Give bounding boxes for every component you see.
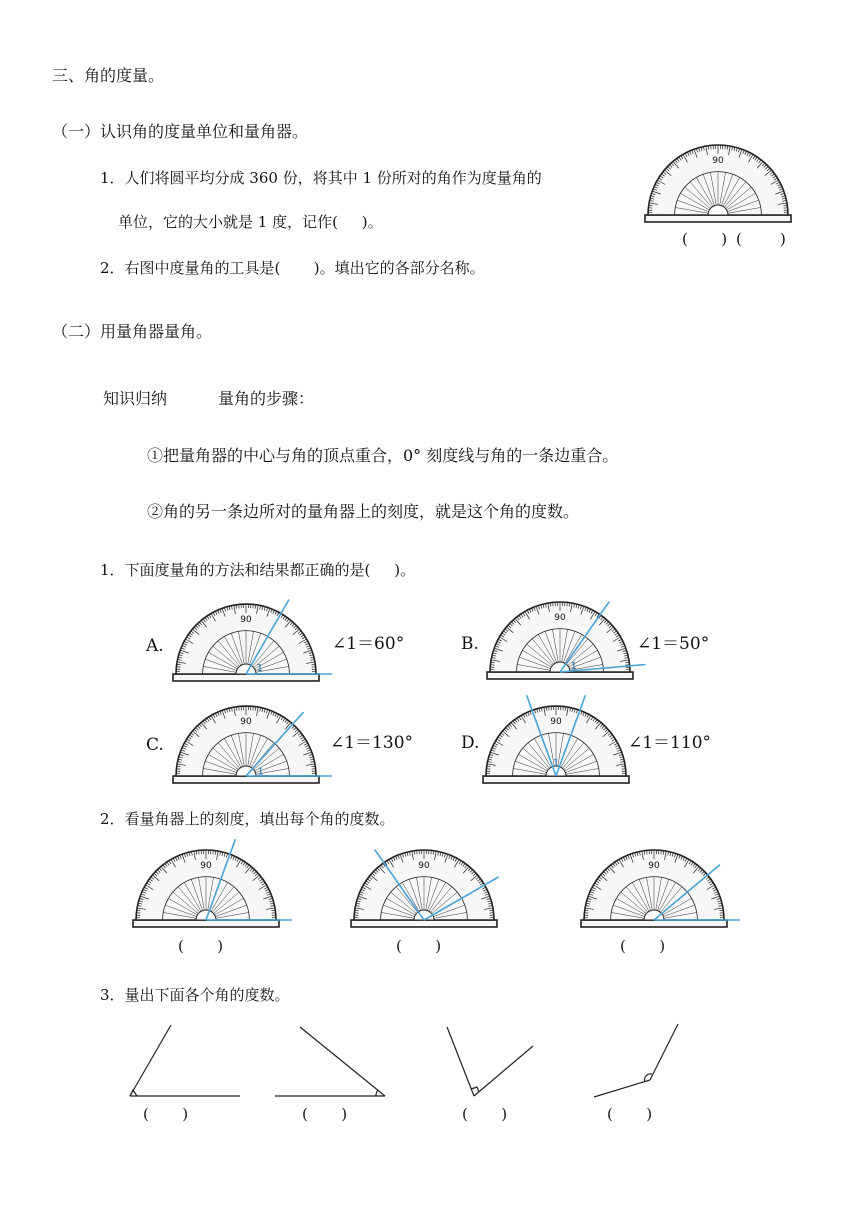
step-1: ①把量角器的中心与角的顶点重合，0° 刻度线与角的一条边重合。 [147, 446, 619, 465]
protractor-label-90: 90 [712, 156, 724, 166]
angle-mark-label: 1 [570, 661, 578, 672]
angle-4 [594, 1024, 678, 1097]
q3-answer-4: ( ) [607, 1105, 653, 1123]
option-b-letter: B. [461, 634, 479, 654]
q1-text-line1: 1．人们将圆平均分成 360 份，将其中 1 份所对的角作为度量角的 [100, 169, 542, 187]
option-c-result: ∠1＝130° [330, 733, 414, 753]
protractor-part-label-2: ( ) [736, 230, 786, 248]
protractor-label-90: 90 [554, 613, 566, 623]
q2-answer-2: ( ) [396, 937, 442, 955]
section-title: 三、角的度量。 [52, 66, 165, 85]
knowledge-label: 知识归纳 [103, 389, 168, 408]
q1-text-line2: 单位，它的大小就是 1 度，记作( )。 [118, 213, 383, 231]
protractor-label-90: 90 [240, 717, 252, 727]
option-a-letter: A. [146, 636, 164, 656]
q2-text: 2．右图中度量角的工具是( )。填出它的各部分名称。 [100, 259, 485, 277]
option-c-letter: C. [146, 735, 164, 755]
p2-q3-text: 3．量出下面各个角的度数。 [100, 986, 290, 1004]
protractor-label-90: 90 [550, 717, 562, 727]
p2-q1-text: 1．下面度量角的方法和结果都正确的是( )。 [100, 561, 416, 579]
q3-answer-1: ( ) [143, 1105, 189, 1123]
p2-q2-text: 2．看量角器上的刻度，填出每个角的度数。 [100, 810, 395, 828]
q3-answer-2: ( ) [302, 1105, 348, 1123]
q3-answer-3: ( ) [462, 1105, 508, 1123]
protractor-label-90: 90 [648, 861, 660, 871]
option-d-letter: D. [461, 733, 480, 753]
q2-answer-3: ( ) [620, 937, 666, 955]
angle-mark-label: 1 [257, 766, 264, 778]
protractor-label-90: 90 [240, 615, 252, 625]
steps-title: 量角的步骤： [218, 389, 315, 408]
angle-1 [130, 1025, 240, 1096]
protractor-label-90: 90 [418, 861, 430, 871]
protractor-part-label-1: ( ) [682, 230, 728, 248]
angle-3 [447, 1027, 533, 1096]
q2-answer-1: ( ) [178, 937, 224, 955]
option-a-result: ∠1＝60° [332, 634, 405, 654]
angle-2 [275, 1027, 385, 1096]
angle-mark-label: 1 [552, 758, 560, 769]
protractor-label-90: 90 [200, 861, 212, 871]
option-d-result: ∠1＝110° [628, 733, 712, 753]
part1-heading: （一）认识角的度量单位和量角器。 [52, 122, 309, 141]
angle-mark-label: 1 [256, 663, 264, 674]
option-b-result: ∠1＝50° [637, 634, 710, 654]
step-2: ②角的另一条边所对的量角器上的刻度，就是这个角的度数。 [147, 502, 580, 521]
part2-heading: （二）用量角器量角。 [52, 322, 213, 341]
